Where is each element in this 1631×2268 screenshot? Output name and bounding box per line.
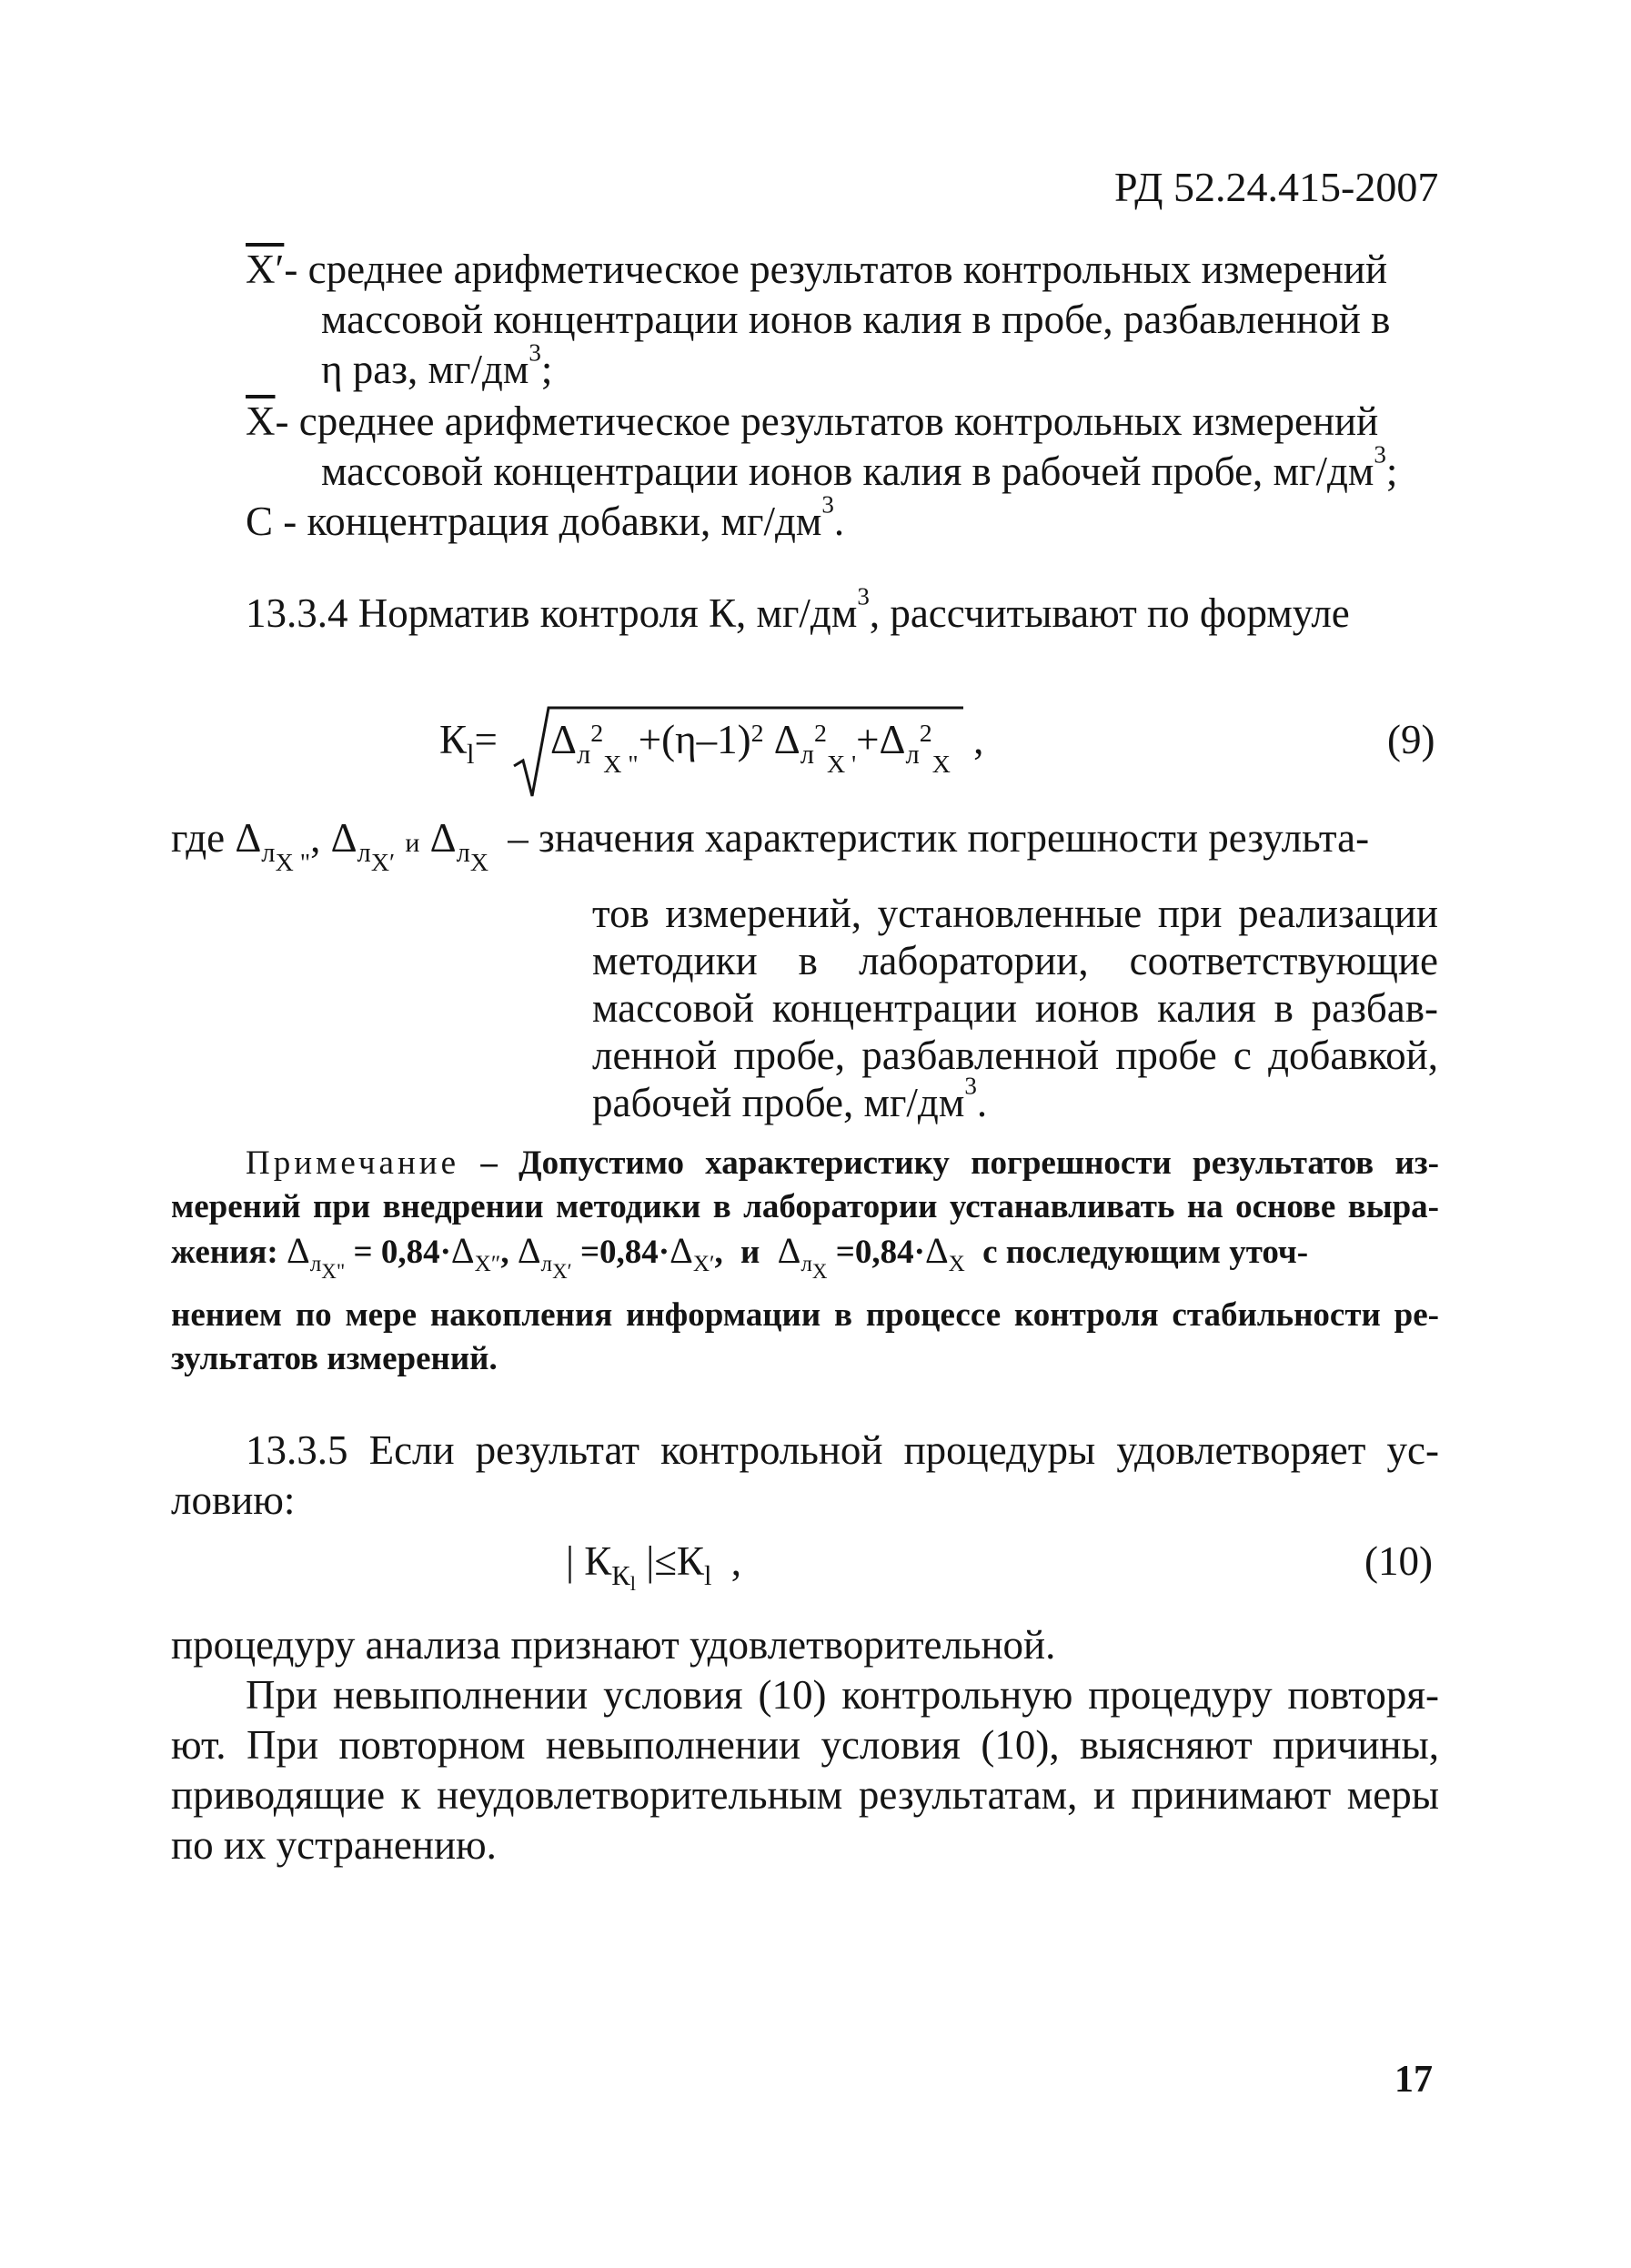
formula-9: $К_l=$ bbox=[439, 717, 498, 770]
symbol-x-prime: X′ bbox=[246, 247, 285, 292]
formula-10-number: (10) bbox=[1364, 1538, 1433, 1584]
formula-10: | $К_{Кl}$ $|\le К_l$ , bbox=[566, 1538, 741, 1595]
where-desc-5: рабочей пробе, $мг/дм^3$. bbox=[592, 1072, 988, 1125]
note-label: Примечание bbox=[246, 1144, 459, 1182]
note-line-1: Примечание – Допустимо характеристику погрешности результатов из- bbox=[246, 1144, 1440, 1182]
definition-x-prime-line3: η раз, $мг/дм^3$; bbox=[321, 338, 553, 392]
note-line-5: зультатов измерений. bbox=[171, 1340, 498, 1377]
where-clause: где $\Delta_{лX "}$, $\Delta_{лX'}$ и $\Delta_{лX}$ – значения характеристик погрешности результа- bbox=[171, 815, 1370, 877]
definition-x: $\overline{X}-$ среднее арифметическое результатов контрольных измерений bbox=[246, 398, 1379, 444]
page-number: 17 bbox=[1394, 2059, 1433, 2101]
definition-x-prime: X′- среднее арифметическое результатов контрольных измерений bbox=[246, 247, 1388, 292]
section-13-3-5-line2: ловию: bbox=[171, 1477, 296, 1523]
note-line-3: жения: $\Delta_{лX"} = 0,84\cdot\Delta_{X''}$, $\Delta_{лX'} =0,84\cdot\Delta_{X'}$, и $\Delta_{лX} =0,84\cdot\Delta_X$ с последующим уточ- bbox=[171, 1230, 1309, 1284]
section-13-3-5: 13.3.5 Если результат контрольной процедуры удовлетворяет ус- bbox=[246, 1427, 1439, 1473]
definition-text: среднее арифметическое результатов контрольных измерений bbox=[307, 247, 1388, 292]
document-code: РД 52.24.415-2007 bbox=[1114, 164, 1439, 210]
conclusion-line-1: процедуру анализа признают удовлетворительной. bbox=[171, 1622, 1056, 1668]
note-line-4: нением по мере накопления информации в процессе контроля стабильности ре- bbox=[171, 1296, 1439, 1334]
note-line-2: мерений при внедрении методики в лаборатории устанавливать на основе выра- bbox=[171, 1188, 1439, 1225]
conclusion-p2-line-4: по их устранению. bbox=[171, 1822, 497, 1868]
symbol-x: $\overline{X}$ bbox=[246, 398, 276, 444]
where-desc-4: ленной пробе, разбавленной пробе с добавкой, bbox=[592, 1033, 1438, 1078]
conclusion-p2-line-1: При невыполнении условия (10) контрольную процедуру повторя- bbox=[246, 1672, 1439, 1718]
where-desc-2: методики в лаборатории, соответствующие bbox=[592, 938, 1438, 983]
formula-9-number: (9) bbox=[1387, 717, 1435, 762]
where-desc-1: тов измерений, установленные при реализации bbox=[592, 891, 1438, 936]
formula-9-body: $\Delta_л^2_{X "}+(\eta-1)^2$ $\Delta_л^2_{X '}+\Delta_л^2_X$ , bbox=[550, 717, 984, 779]
definition-x-prime-line2: массовой концентрации ионов калия в пробе, разбавленной в bbox=[321, 297, 1391, 342]
conclusion-p2-line-2: ют. При повторном невыполнении условия (10), выясняют причины, bbox=[171, 1722, 1439, 1768]
where-desc-3: массовой концентрации ионов калия в разбав- bbox=[592, 985, 1438, 1031]
definition-x-line2: массовой концентрации ионов калия в рабочей пробе, $мг/дм^3$; bbox=[321, 440, 1398, 494]
definition-c: С - концентрация добавки, $мг/дм^3$. bbox=[246, 490, 845, 544]
section-13-3-4: 13.3.4 Норматив контроля К, $мг/дм^3$, рассчитывают по формуле bbox=[246, 582, 1350, 636]
conclusion-p2-line-3: приводящие к неудовлетворительным результатам, и принимают меры bbox=[171, 1772, 1439, 1818]
